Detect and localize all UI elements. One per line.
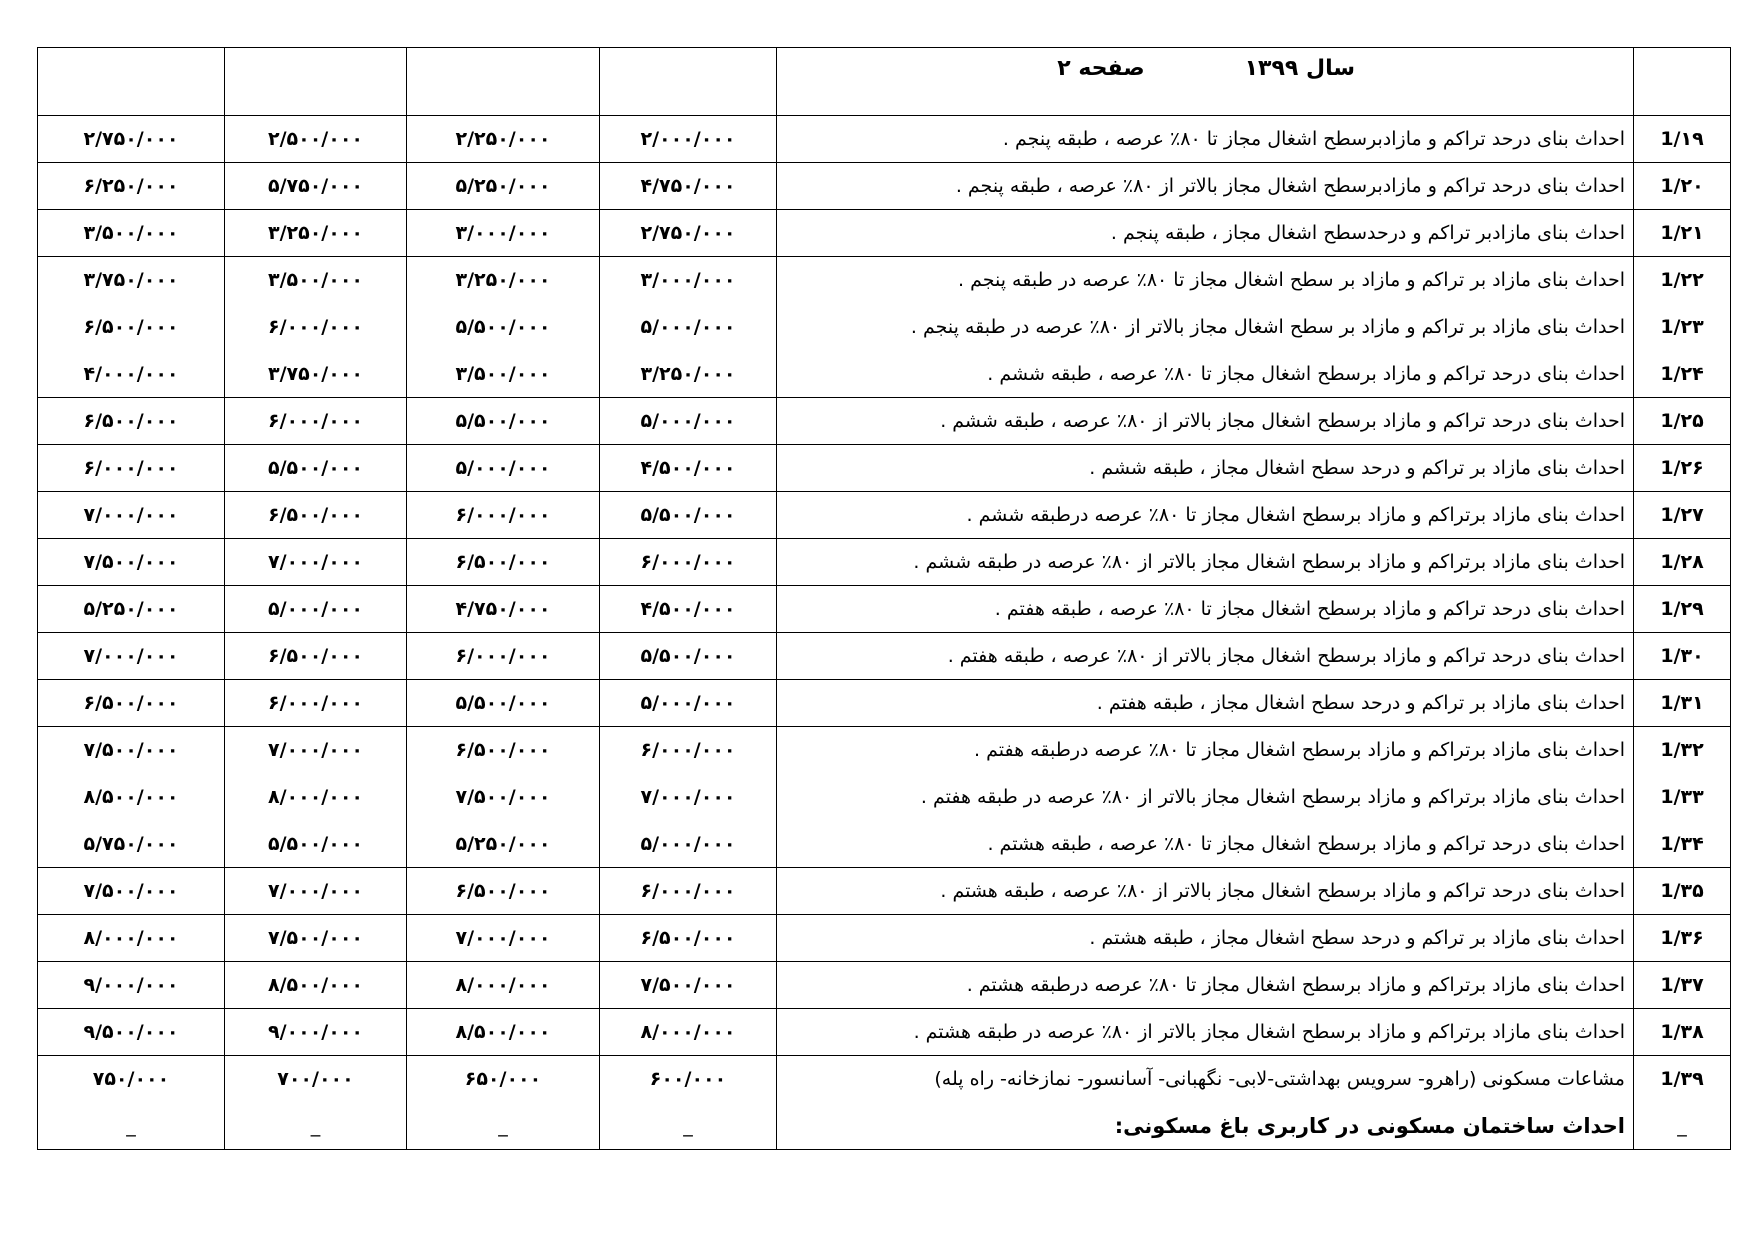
row-value-1: ۵/۵۰۰/۰۰۰ [600,492,777,539]
row-value-3: ۲/۵۰۰/۰۰۰ [225,116,407,163]
row-code: 1/۲۷ [1634,492,1731,539]
row-value-2: ۵/۵۰۰/۰۰۰ [407,398,600,445]
table-row [38,1103,1731,1150]
row-value-1: ۴/۷۵۰/۰۰۰ [600,163,777,210]
row-value-1: ۵/۰۰۰/۰۰۰ [600,398,777,445]
row-description: احداث بنای مازاد بر تراکم و مازاد بر سطح اشغال مجاز تا ۸۰٪ عرصه در طبقه پنجم . [777,257,1634,304]
row-description: احداث بنای مازاد بر تراکم و مازاد بر سطح اشغال مجاز بالاتر از ۸۰٪ عرصه در طبقه پنجم . [777,304,1634,351]
header-empty-cell [600,48,777,116]
header-empty-cell [38,48,225,116]
row-value-2: _ [407,1103,600,1150]
row-code: 1/۲۸ [1634,539,1731,586]
table-row [38,257,1731,304]
row-code: 1/۲۲ [1634,257,1731,304]
row-description: احداث بنای مازاد برتراکم و مازاد برسطح اشغال مجاز بالاتر از ۸۰٪ عرصه در طبقه ششم . [777,539,1634,586]
row-code: 1/۲۰ [1634,163,1731,210]
row-description: احداث بنای مازاد بر تراکم و درحد سطح اشغال مجاز ، طبقه هفتم . [777,680,1634,727]
header-empty-cell [407,48,600,116]
row-description: احداث ساختمان مسکونی در کاربری باغ مسکونی: [777,1103,1634,1150]
row-value-2: ۵/۵۰۰/۰۰۰ [407,304,600,351]
row-value-3: ۷/۰۰۰/۰۰۰ [225,539,407,586]
row-value-4: ۶/۵۰۰/۰۰۰ [38,304,225,351]
row-value-1: ۷/۵۰۰/۰۰۰ [600,962,777,1009]
row-value-1: ۲/۷۵۰/۰۰۰ [600,210,777,257]
row-value-1: ۵/۰۰۰/۰۰۰ [600,680,777,727]
year-label: سال ۱۳۹۹ [1244,56,1355,81]
header-empty-cell [225,48,407,116]
row-code: 1/۲۶ [1634,445,1731,492]
row-value-2: ۵/۲۵۰/۰۰۰ [407,821,600,868]
row-description: احداث بنای مازاد بر تراکم و درحد سطح اشغال مجاز ، طبقه هشتم . [777,915,1634,962]
row-value-2: ۸/۵۰۰/۰۰۰ [407,1009,600,1056]
row-code: 1/۳۹ [1634,1056,1731,1103]
row-code: 1/۲۳ [1634,304,1731,351]
row-description: احداث بنای درحد تراکم و مازادبرسطح اشغال مجاز تا ۸۰٪ عرصه ، طبقه پنجم . [777,116,1634,163]
row-description: مشاعات مسکونی (راهرو- سرویس بهداشتی-لابی- نگهبانی- آسانسور- نمازخانه- راه پله) [777,1056,1634,1103]
row-value-2: ۴/۷۵۰/۰۰۰ [407,586,600,633]
table-row [38,680,1731,727]
row-value-2: ۶/۰۰۰/۰۰۰ [407,492,600,539]
row-description: احداث بنای مازاد برتراکم و مازاد برسطح اشغال مجاز تا ۸۰٪ عرصه درطبقه هفتم . [777,727,1634,774]
row-description: احداث بنای درحد تراکم و مازادبرسطح اشغال مجاز بالاتر از ۸۰٪ عرصه ، طبقه پنجم . [777,163,1634,210]
row-value-3: ۸/۵۰۰/۰۰۰ [225,962,407,1009]
row-code: 1/۳۶ [1634,915,1731,962]
row-value-1: ۷/۰۰۰/۰۰۰ [600,774,777,821]
row-value-3: ۶/۵۰۰/۰۰۰ [225,492,407,539]
row-value-3: ۷۰۰/۰۰۰ [225,1056,407,1103]
row-value-2: ۵/۵۰۰/۰۰۰ [407,680,600,727]
row-code: _ [1634,1103,1731,1150]
row-value-2: ۶/۵۰۰/۰۰۰ [407,868,600,915]
row-description: احداث بنای مازاد بر تراکم و درحد سطح اشغال مجاز ، طبقه ششم . [777,445,1634,492]
row-value-2: ۳/۰۰۰/۰۰۰ [407,210,600,257]
table-row [38,727,1731,774]
row-description: احداث بنای درحد تراکم و مازاد برسطح اشغال مجاز تا ۸۰٪ عرصه ، طبقه هشتم . [777,821,1634,868]
row-value-2: ۸/۰۰۰/۰۰۰ [407,962,600,1009]
row-code: 1/۲۹ [1634,586,1731,633]
row-value-3: ۵/۰۰۰/۰۰۰ [225,586,407,633]
row-value-1: ۶/۰۰۰/۰۰۰ [600,539,777,586]
table-row [38,492,1731,539]
row-value-2: ۷/۵۰۰/۰۰۰ [407,774,600,821]
row-description: احداث بنای مازاد برتراکم و مازاد برسطح اشغال مجاز تا ۸۰٪ عرصه درطبقه هشتم . [777,962,1634,1009]
row-value-3: ۷/۰۰۰/۰۰۰ [225,727,407,774]
row-value-1: ۶/۰۰۰/۰۰۰ [600,727,777,774]
table-row [38,1056,1731,1103]
row-value-3: ۵/۵۰۰/۰۰۰ [225,821,407,868]
row-value-3: ۶/۵۰۰/۰۰۰ [225,633,407,680]
row-value-1: ۳/۰۰۰/۰۰۰ [600,257,777,304]
row-value-4: ۴/۰۰۰/۰۰۰ [38,351,225,398]
row-value-4: ۷/۰۰۰/۰۰۰ [38,492,225,539]
row-value-4: ۷/۵۰۰/۰۰۰ [38,868,225,915]
table-row [38,821,1731,868]
table-row [38,539,1731,586]
row-value-4: ۳/۵۰۰/۰۰۰ [38,210,225,257]
row-code: 1/۳۲ [1634,727,1731,774]
row-value-3: ۹/۰۰۰/۰۰۰ [225,1009,407,1056]
row-description: احداث بنای درحد تراکم و مازاد برسطح اشغال مجاز بالاتر از ۸۰٪ عرصه ، طبقه هفتم . [777,633,1634,680]
row-value-4: ۶/۲۵۰/۰۰۰ [38,163,225,210]
table-row [38,210,1731,257]
row-code: 1/۳۵ [1634,868,1731,915]
row-code: 1/۳۷ [1634,962,1731,1009]
row-value-4: ۸/۰۰۰/۰۰۰ [38,915,225,962]
row-description: احداث بنای مازاد برتراکم و مازاد برسطح اشغال مجاز بالاتر از ۸۰٪ عرصه در طبقه هفتم . [777,774,1634,821]
row-code: 1/۲۵ [1634,398,1731,445]
page-label: صفحه ۲ [1057,56,1145,81]
row-value-3: ۷/۰۰۰/۰۰۰ [225,868,407,915]
row-value-3: ۵/۷۵۰/۰۰۰ [225,163,407,210]
row-value-2: ۳/۵۰۰/۰۰۰ [407,351,600,398]
row-value-4: ۶/۰۰۰/۰۰۰ [38,445,225,492]
row-value-1: ۸/۰۰۰/۰۰۰ [600,1009,777,1056]
row-value-4: ۹/۵۰۰/۰۰۰ [38,1009,225,1056]
row-value-3: ۶/۰۰۰/۰۰۰ [225,398,407,445]
row-value-1: ۳/۲۵۰/۰۰۰ [600,351,777,398]
row-value-1: ۵/۵۰۰/۰۰۰ [600,633,777,680]
table-row [38,633,1731,680]
row-value-2: ۶۵۰/۰۰۰ [407,1056,600,1103]
row-code: 1/۳۱ [1634,680,1731,727]
row-value-4: ۳/۷۵۰/۰۰۰ [38,257,225,304]
row-value-4: ۵/۲۵۰/۰۰۰ [38,586,225,633]
table-row [38,962,1731,1009]
row-value-1: ۴/۵۰۰/۰۰۰ [600,445,777,492]
row-value-4: ۷۵۰/۰۰۰ [38,1056,225,1103]
table-row [38,304,1731,351]
row-value-2: ۵/۲۵۰/۰۰۰ [407,163,600,210]
row-value-1: ۶/۰۰۰/۰۰۰ [600,868,777,915]
row-value-1: _ [600,1103,777,1150]
row-code: 1/۲۴ [1634,351,1731,398]
table-row [38,163,1731,210]
row-value-4: ۲/۷۵۰/۰۰۰ [38,116,225,163]
header-title-cell [777,48,1634,116]
row-code: 1/۳۴ [1634,821,1731,868]
row-value-2: ۶/۰۰۰/۰۰۰ [407,633,600,680]
row-value-4: ۸/۵۰۰/۰۰۰ [38,774,225,821]
row-description: احداث بنای مازاد برتراکم و مازاد برسطح اشغال مجاز بالاتر از ۸۰٪ عرصه در طبقه هشتم . [777,1009,1634,1056]
table-row [38,868,1731,915]
row-value-2: ۲/۲۵۰/۰۰۰ [407,116,600,163]
row-value-1: ۶۰۰/۰۰۰ [600,1056,777,1103]
row-description: احداث بنای مازاد برتراکم و مازاد برسطح اشغال مجاز تا ۸۰٪ عرصه درطبقه ششم . [777,492,1634,539]
row-description: احداث بنای درحد تراکم و مازاد برسطح اشغال مجاز بالاتر از ۸۰٪ عرصه ، طبقه ششم . [777,398,1634,445]
row-code: 1/۳۰ [1634,633,1731,680]
row-value-1: ۵/۰۰۰/۰۰۰ [600,821,777,868]
row-value-3: ۵/۵۰۰/۰۰۰ [225,445,407,492]
row-value-4: ۶/۵۰۰/۰۰۰ [38,398,225,445]
row-value-1: ۶/۵۰۰/۰۰۰ [600,915,777,962]
row-value-3: ۳/۲۵۰/۰۰۰ [225,210,407,257]
row-value-3: ۷/۵۰۰/۰۰۰ [225,915,407,962]
table-row [38,351,1731,398]
row-value-4: ۶/۵۰۰/۰۰۰ [38,680,225,727]
table-row [38,586,1731,633]
row-value-2: ۶/۵۰۰/۰۰۰ [407,727,600,774]
row-value-3: ۶/۰۰۰/۰۰۰ [225,680,407,727]
row-value-2: ۵/۰۰۰/۰۰۰ [407,445,600,492]
table-row [38,915,1731,962]
row-description: احداث بنای درحد تراکم و مازاد برسطح اشغال مجاز بالاتر از ۸۰٪ عرصه ، طبقه هشتم . [777,868,1634,915]
table-row [38,398,1731,445]
row-value-1: ۵/۰۰۰/۰۰۰ [600,304,777,351]
row-value-4: _ [38,1103,225,1150]
row-value-3: ۸/۰۰۰/۰۰۰ [225,774,407,821]
header-code-cell [1634,48,1731,116]
table-row [38,116,1731,163]
row-code: 1/۲۱ [1634,210,1731,257]
row-value-4: ۷/۵۰۰/۰۰۰ [38,539,225,586]
row-value-3: _ [225,1103,407,1150]
row-code: 1/۱۹ [1634,116,1731,163]
row-description: احداث بنای درحد تراکم و مازاد برسطح اشغال مجاز تا ۸۰٪ عرصه ، طبقه ششم . [777,351,1634,398]
row-value-3: ۳/۷۵۰/۰۰۰ [225,351,407,398]
row-value-2: ۷/۰۰۰/۰۰۰ [407,915,600,962]
table-row [38,774,1731,821]
table-row [38,445,1731,492]
row-value-3: ۶/۰۰۰/۰۰۰ [225,304,407,351]
fee-table [37,47,1731,1150]
row-value-4: ۷/۰۰۰/۰۰۰ [38,633,225,680]
row-value-4: ۷/۵۰۰/۰۰۰ [38,727,225,774]
row-code: 1/۳۳ [1634,774,1731,821]
table-header-row [38,48,1731,116]
row-value-1: ۲/۰۰۰/۰۰۰ [600,116,777,163]
row-description: احداث بنای مازادبر تراکم و درحدسطح اشغال مجاز ، طبقه پنجم . [777,210,1634,257]
row-code: 1/۳۸ [1634,1009,1731,1056]
row-value-4: ۵/۷۵۰/۰۰۰ [38,821,225,868]
document-page [37,47,1730,1150]
row-description: احداث بنای درحد تراکم و مازاد برسطح اشغال مجاز تا ۸۰٪ عرصه ، طبقه هفتم . [777,586,1634,633]
row-value-3: ۳/۵۰۰/۰۰۰ [225,257,407,304]
row-value-1: ۴/۵۰۰/۰۰۰ [600,586,777,633]
row-value-4: ۹/۰۰۰/۰۰۰ [38,962,225,1009]
row-value-2: ۶/۵۰۰/۰۰۰ [407,539,600,586]
row-value-2: ۳/۲۵۰/۰۰۰ [407,257,600,304]
table-row [38,1009,1731,1056]
